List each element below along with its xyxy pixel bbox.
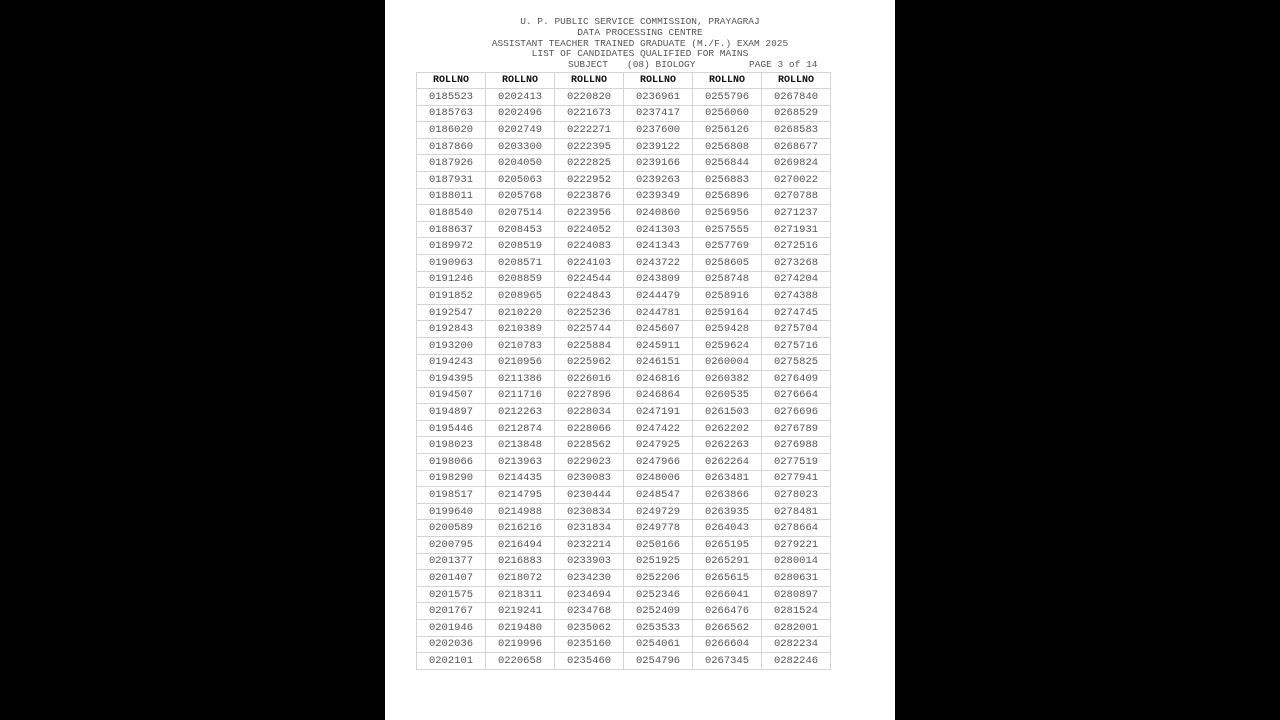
rollno-cell: 0260004 [693,354,762,371]
rollno-cell: 0227896 [555,387,624,404]
rollno-cell: 0263481 [693,470,762,487]
rollno-cell: 0280897 [762,586,831,603]
rollno-cell: 0230834 [555,503,624,520]
rollno-cell: 0219480 [486,620,555,637]
document-page [385,0,895,720]
rollno-cell: 0258916 [693,288,762,305]
rollno-cell: 0208571 [486,254,555,271]
rollno-cell: 0234768 [555,603,624,620]
table-row [417,636,831,653]
rollno-cell: 0241343 [624,238,693,255]
table-row [417,653,831,670]
rollno-cell: 0261503 [693,404,762,421]
table-row [417,404,831,421]
rollno-cell: 0265195 [693,537,762,554]
rollno-cell: 0231834 [555,520,624,537]
rollno-cell: 0194243 [417,354,486,371]
rollno-cell: 0211716 [486,387,555,404]
rollno-cell: 0202496 [486,105,555,122]
rollno-cell: 0239166 [624,155,693,172]
rollno-cell: 0202413 [486,89,555,106]
rollno-cell: 0260382 [693,371,762,388]
rollno-cell: 0245911 [624,337,693,354]
rollno-cell: 0204050 [486,155,555,172]
subject-line [385,59,895,70]
table-row [417,89,831,106]
rollno-cell: 0212263 [486,404,555,421]
table-row [417,155,831,172]
table-row [417,188,831,205]
rollno-cell: 0200795 [417,537,486,554]
rollno-cell: 0258748 [693,271,762,288]
rollno-cell: 0216216 [486,520,555,537]
rollno-cell: 0198023 [417,437,486,454]
rollno-cell: 0267345 [693,653,762,670]
rollno-cell: 0249778 [624,520,693,537]
rollno-cell: 0208453 [486,221,555,238]
rollno-cell: 0247422 [624,420,693,437]
table-row [417,205,831,222]
rollno-cell: 0279221 [762,537,831,554]
rollno-cell: 0259164 [693,304,762,321]
table-header-row [417,73,831,89]
table-row [417,105,831,122]
rollno-cell: 0247966 [624,454,693,471]
rollno-cell: 0256126 [693,122,762,139]
rollno-cell: 0194395 [417,371,486,388]
rollno-cell: 0218311 [486,586,555,603]
rollno-cell: 0256883 [693,171,762,188]
rollno-cell: 0251925 [624,553,693,570]
rollno-cell: 0214795 [486,487,555,504]
rollno-cell: 0263935 [693,503,762,520]
table-row [417,288,831,305]
rollno-cell: 0239263 [624,171,693,188]
column-header-rollno: ROLLNO [624,73,693,89]
table-row [417,271,831,288]
table-row [417,254,831,271]
rollno-cell: 0243722 [624,254,693,271]
table-row [417,304,831,321]
rollno-cell: 0188540 [417,205,486,222]
rollno-cell: 0229023 [555,454,624,471]
table-row [417,570,831,587]
rollno-cell: 0253533 [624,620,693,637]
rollno-cell: 0276664 [762,387,831,404]
rollno-cell: 0280014 [762,553,831,570]
rollno-cell: 0221673 [555,105,624,122]
column-header-rollno: ROLLNO [486,73,555,89]
rollno-cell: 0208859 [486,271,555,288]
rollno-cell: 0248547 [624,487,693,504]
rollno-cell: 0198066 [417,454,486,471]
rollno-cell: 0187860 [417,138,486,155]
rollno-cell: 0191852 [417,288,486,305]
rollno-cell: 0192547 [417,304,486,321]
rollno-cell: 0262264 [693,454,762,471]
rollno-cell: 0259624 [693,337,762,354]
rollno-cell: 0264043 [693,520,762,537]
rollno-cell: 0208519 [486,238,555,255]
table-row [417,470,831,487]
rollno-cell: 0234230 [555,570,624,587]
rollno-cell: 0201946 [417,620,486,637]
rollno-cell: 0201767 [417,603,486,620]
rollno-cell: 0258605 [693,254,762,271]
rollno-cell: 0246864 [624,387,693,404]
table-row [417,586,831,603]
rollno-cell: 0281524 [762,603,831,620]
rollno-cell: 0276789 [762,420,831,437]
rollno-cell: 0188011 [417,188,486,205]
rollno-cell: 0252346 [624,586,693,603]
rollno-cell: 0220658 [486,653,555,670]
rollno-cell: 0256896 [693,188,762,205]
rollno-cell: 0274388 [762,288,831,305]
rollno-cell: 0280631 [762,570,831,587]
rollno-cell: 0246151 [624,354,693,371]
header-exam: ASSISTANT TEACHER TRAINED GRADUATE (M./F.) EXAM 2025 [491,38,789,49]
rollno-cell: 0276409 [762,371,831,388]
rollno-cell: 0262202 [693,420,762,437]
rollno-cell: 0236961 [624,89,693,106]
rollno-cell: 0263866 [693,487,762,504]
rollno-cell: 0240860 [624,205,693,222]
rollno-cell: 0224843 [555,288,624,305]
rollno-cell: 0256956 [693,205,762,222]
rollno-cell: 0275716 [762,337,831,354]
table-row [417,337,831,354]
rollno-cell: 0266562 [693,620,762,637]
rollno-cell: 0244479 [624,288,693,305]
rollno-cell: 0235062 [555,620,624,637]
rollno-cell: 0201407 [417,570,486,587]
rollno-cell: 0205063 [486,171,555,188]
rollno-cell: 0185763 [417,105,486,122]
rollno-cell: 0219996 [486,636,555,653]
rollno-cell: 0191246 [417,271,486,288]
rollno-cell: 0252409 [624,603,693,620]
rollno-cell: 0224544 [555,271,624,288]
rollno-cell: 0194507 [417,387,486,404]
rollno-cell: 0255796 [693,89,762,106]
page-number: PAGE 3 of 14 [749,59,818,70]
rollno-cell: 0228066 [555,420,624,437]
table-row [417,603,831,620]
rollno-cell: 0190963 [417,254,486,271]
rollno-cell: 0266604 [693,636,762,653]
rollno-cell: 0222271 [555,122,624,139]
rollno-cell: 0228562 [555,437,624,454]
rollno-cell: 0210783 [486,337,555,354]
rollno-cell: 0225236 [555,304,624,321]
rollno-cell: 0273268 [762,254,831,271]
rollno-cell: 0267840 [762,89,831,106]
rollno-cell: 0245607 [624,321,693,338]
rollno-cell: 0282246 [762,653,831,670]
rollno-cell: 0277519 [762,454,831,471]
rollno-cell: 0224052 [555,221,624,238]
rollno-cell: 0282234 [762,636,831,653]
rollno-cell: 0202101 [417,653,486,670]
rollno-cell: 0234694 [555,586,624,603]
header-commission: U. P. PUBLIC SERVICE COMMISSION, PRAYAGRAJ [520,16,760,27]
table-body [417,89,831,670]
rollno-cell: 0228034 [555,404,624,421]
rollno-cell: 0274745 [762,304,831,321]
rollno-cell: 0213963 [486,454,555,471]
rollno-cell: 0235160 [555,636,624,653]
rollno-cell: 0235460 [555,653,624,670]
column-header-rollno: ROLLNO [762,73,831,89]
rollno-cell: 0210389 [486,321,555,338]
rollno-cell: 0274204 [762,271,831,288]
rollno-cell: 0248006 [624,470,693,487]
rollno-cell: 0266476 [693,603,762,620]
rollno-cell: 0201377 [417,553,486,570]
rollno-cell: 0237417 [624,105,693,122]
rollno-cell: 0257769 [693,238,762,255]
table-row [417,503,831,520]
rollno-cell: 0205768 [486,188,555,205]
rollno-cell: 0257555 [693,221,762,238]
table-row [417,354,831,371]
rollno-cell: 0222952 [555,171,624,188]
rollno-cell: 0250166 [624,537,693,554]
rollno-cell: 0254061 [624,636,693,653]
rollno-cell: 0202036 [417,636,486,653]
rollno-cell: 0265615 [693,570,762,587]
column-header-rollno: ROLLNO [417,73,486,89]
rollno-cell: 0268529 [762,105,831,122]
rollno-cell: 0246816 [624,371,693,388]
rollno-cell: 0256808 [693,138,762,155]
rollno-cell: 0254796 [624,653,693,670]
rollno-cell: 0225884 [555,337,624,354]
rollno-cell: 0201575 [417,586,486,603]
rollno-cell: 0194897 [417,404,486,421]
table-row [417,122,831,139]
rollno-cell: 0241303 [624,221,693,238]
rollno-cell: 0230083 [555,470,624,487]
rollno-cell: 0202749 [486,122,555,139]
table-row [417,437,831,454]
rollno-cell: 0219241 [486,603,555,620]
rollno-cell: 0256844 [693,155,762,172]
rollno-cell: 0244781 [624,304,693,321]
rollno-cell: 0268583 [762,122,831,139]
rollno-cell: 0214988 [486,503,555,520]
rollno-cell: 0247191 [624,404,693,421]
header-list-title: LIST OF CANDIDATES QUALIFIED FOR MAINS [531,48,749,59]
table-row [417,138,831,155]
rollno-cell: 0211386 [486,371,555,388]
table-row [417,454,831,471]
rollno-cell: 0278664 [762,520,831,537]
rollno-cell: 0252206 [624,570,693,587]
rollno-cell: 0237600 [624,122,693,139]
rollno-cell: 0277941 [762,470,831,487]
rollno-cell: 0216494 [486,537,555,554]
rollno-cell: 0270788 [762,188,831,205]
rollno-cell: 0278481 [762,503,831,520]
table-row [417,420,831,437]
rollno-cell: 0275704 [762,321,831,338]
rollno-cell: 0249729 [624,503,693,520]
rollno-cell: 0272516 [762,238,831,255]
rollno-cell: 0198290 [417,470,486,487]
rollno-cell: 0189972 [417,238,486,255]
rollno-cell: 0192843 [417,321,486,338]
rollno-cell: 0199640 [417,503,486,520]
subject-label: SUBJECT [568,59,608,70]
rollno-cell: 0247925 [624,437,693,454]
rollno-cell: 0222825 [555,155,624,172]
rollno-cell: 0226016 [555,371,624,388]
rollno-cell: 0233903 [555,553,624,570]
rollno-cell: 0225744 [555,321,624,338]
rollno-cell: 0276696 [762,404,831,421]
rollno-cell: 0223956 [555,205,624,222]
rollno-cell: 0275825 [762,354,831,371]
table-row [417,537,831,554]
table-row [417,487,831,504]
rollno-table [416,72,831,670]
rollno-cell: 0266041 [693,586,762,603]
column-header-rollno: ROLLNO [693,73,762,89]
rollno-cell: 0195446 [417,420,486,437]
rollno-cell: 0256060 [693,105,762,122]
rollno-cell: 0270022 [762,171,831,188]
rollno-cell: 0271931 [762,221,831,238]
table-row [417,238,831,255]
rollno-cell: 0224103 [555,254,624,271]
rollno-cell: 0265291 [693,553,762,570]
rollno-cell: 0214435 [486,470,555,487]
table-row [417,553,831,570]
rollno-cell: 0208965 [486,288,555,305]
column-header-rollno: ROLLNO [555,73,624,89]
table-row [417,520,831,537]
rollno-cell: 0278023 [762,487,831,504]
table-row [417,620,831,637]
rollno-cell: 0260535 [693,387,762,404]
rollno-cell: 0225962 [555,354,624,371]
rollno-cell: 0187931 [417,171,486,188]
rollno-cell: 0230444 [555,487,624,504]
rollno-cell: 0188637 [417,221,486,238]
rollno-cell: 0269824 [762,155,831,172]
rollno-cell: 0243809 [624,271,693,288]
table-row [417,371,831,388]
rollno-cell: 0220820 [555,89,624,106]
rollno-cell: 0210220 [486,304,555,321]
rollno-cell: 0187926 [417,155,486,172]
rollno-cell: 0282001 [762,620,831,637]
rollno-cell: 0216883 [486,553,555,570]
rollno-cell: 0224083 [555,238,624,255]
rollno-cell: 0262263 [693,437,762,454]
rollno-cell: 0268677 [762,138,831,155]
rollno-cell: 0271237 [762,205,831,222]
rollno-cell: 0259428 [693,321,762,338]
table-row [417,387,831,404]
rollno-cell: 0213848 [486,437,555,454]
rollno-cell: 0222395 [555,138,624,155]
rollno-cell: 0218072 [486,570,555,587]
rollno-cell: 0203300 [486,138,555,155]
rollno-cell: 0198517 [417,487,486,504]
rollno-cell: 0186020 [417,122,486,139]
rollno-cell: 0232214 [555,537,624,554]
rollno-cell: 0210956 [486,354,555,371]
rollno-cell: 0200589 [417,520,486,537]
rollno-cell: 0193200 [417,337,486,354]
rollno-cell: 0185523 [417,89,486,106]
table-row [417,171,831,188]
rollno-cell: 0212874 [486,420,555,437]
table-row [417,221,831,238]
rollno-cell: 0239349 [624,188,693,205]
rollno-cell: 0239122 [624,138,693,155]
subject-value: (08) BIOLOGY [627,59,696,70]
header-centre: DATA PROCESSING CENTRE [577,27,703,38]
rollno-cell: 0207514 [486,205,555,222]
rollno-cell: 0223876 [555,188,624,205]
rollno-cell: 0276988 [762,437,831,454]
table-row [417,321,831,338]
